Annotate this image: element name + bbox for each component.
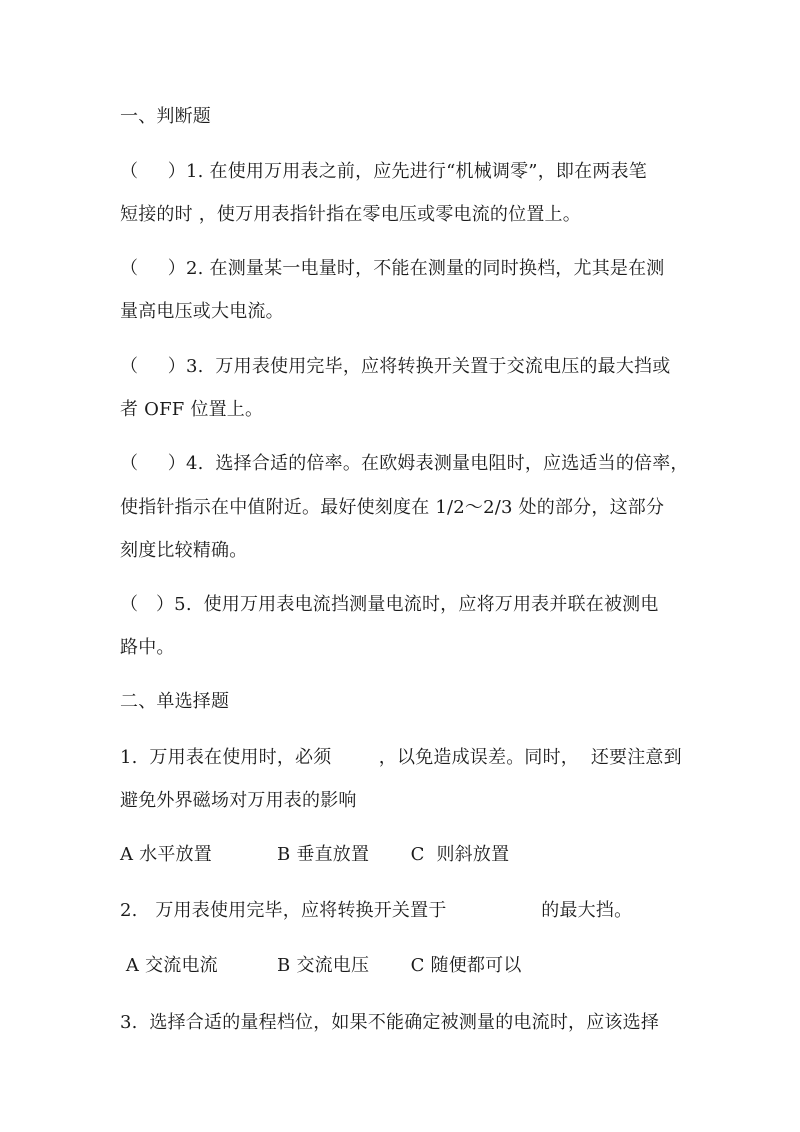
section1-title: 一、判断题 xyxy=(120,106,211,127)
mc-question-1-line-1: 1. 万用表在使用时，必须 ，以免造成误差。同时， 还要注意到 xyxy=(120,747,682,768)
question-1-line-1: （ ）1. 在使用万用表之前，应先进行“机械调零”，即在两表笔 xyxy=(120,161,647,182)
question-1-line-2: 短接的时 ，使万用表指针指在零电压或零电流的位置上。 xyxy=(120,204,581,225)
mc-question-1-line-2: 避免外界磁场对万用表的影响 xyxy=(120,790,357,811)
mc-question-2-line-1: 2. 万用表使用完毕，应将转换开关置于 的最大挡。 xyxy=(120,900,633,921)
question-2-line-2: 量高电压或大电流。 xyxy=(120,301,284,322)
question-4-line-1: （ ）4. 选择合适的倍率。在欧姆表测量电阻时，应选适当的倍率， xyxy=(120,453,689,474)
section2-title: 二、单选择题 xyxy=(120,691,230,712)
mc-question-3-line-1: 3. 选择合适的量程档位，如果不能确定被测量的电流时，应该选择 xyxy=(120,1012,660,1033)
question-4-line-3: 刻度比较精确。 xyxy=(120,540,248,561)
question-3-line-2: 者 OFF 位置上。 xyxy=(120,399,264,420)
question-5-line-2: 路中。 xyxy=(120,637,175,658)
mc-question-2-options: A 交流电流 B 交流电压 C 随便都可以 xyxy=(120,955,522,976)
question-3-line-1: （ ）3. 万用表使用完毕，应将转换开关置于交流电压的最大挡或 xyxy=(120,356,671,377)
mc-question-1-options: A 水平放置 B 垂直放置 C 则斜放置 xyxy=(120,844,510,865)
question-2-line-1: （ ）2. 在测量某一电量时，不能在测量的同时换档，尤其是在测 xyxy=(120,258,665,279)
question-5-line-1: （ ）5. 使用万用表电流挡测量电流时，应将万用表并联在被测电 xyxy=(120,594,659,615)
question-4-line-2: 使指针指示在中值附近。最好使刻度在 1/2～2/3 处的部分，这部分 xyxy=(120,497,665,518)
